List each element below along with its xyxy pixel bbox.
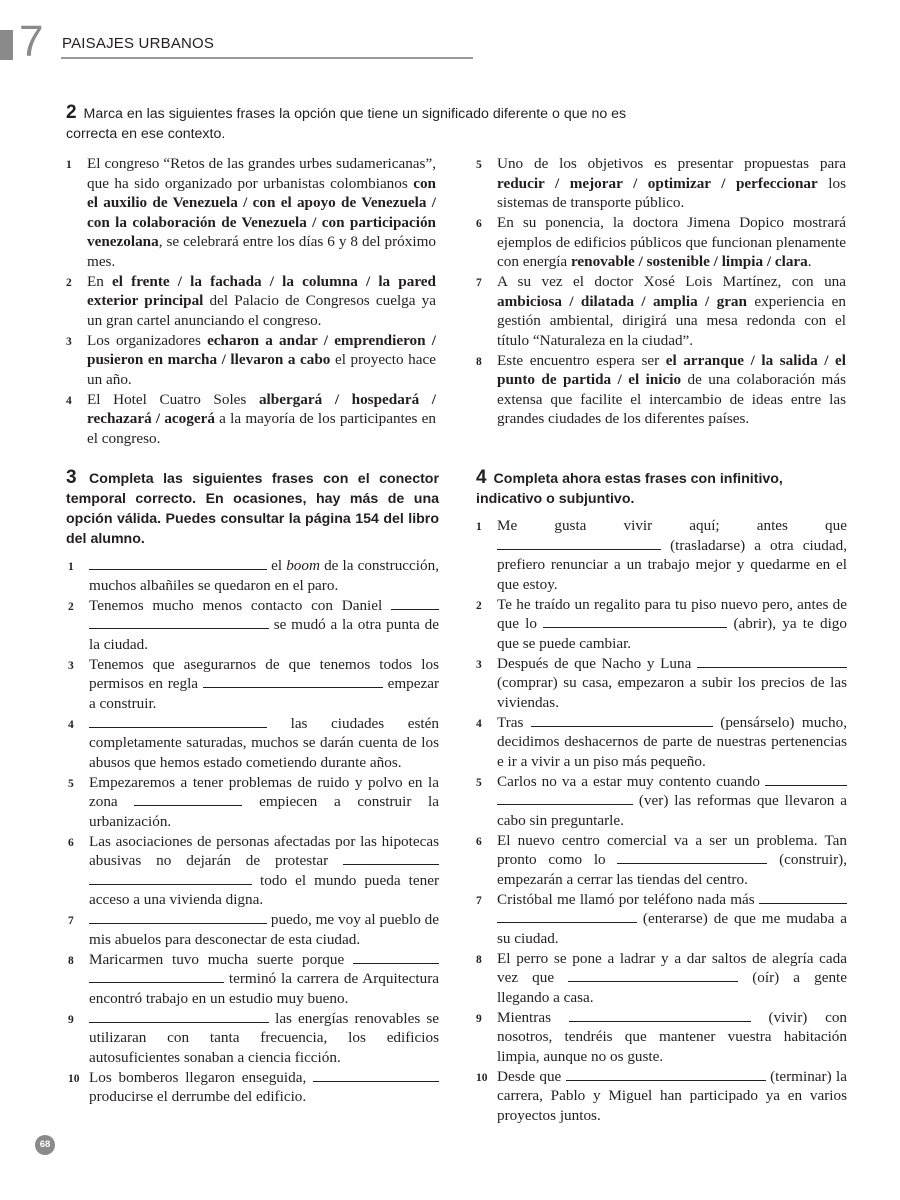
item-number: 6 <box>476 218 482 230</box>
answer-blank[interactable] <box>497 791 633 805</box>
ex2-item <box>66 272 436 331</box>
item-number: 10 <box>68 1072 80 1085</box>
option-set[interactable]: echaron a andar / emprendieron / pusieron en marcha / llevaron a cabo <box>87 331 437 368</box>
answer-blank[interactable] <box>568 968 738 982</box>
ex4-items <box>476 516 847 1126</box>
item-text: Desde que <box>497 1067 562 1085</box>
ex4-instruction-text: Completa ahora estas frases con infinitivo, indicativo o subjuntivo. <box>476 471 783 507</box>
answer-blank[interactable] <box>89 556 267 570</box>
item-number: 6 <box>68 836 74 849</box>
ex4-item <box>476 1067 847 1126</box>
item-number: 9 <box>68 1013 74 1026</box>
answer-blank[interactable] <box>531 713 713 727</box>
ex4-item <box>476 1008 847 1067</box>
answer-blank[interactable] <box>497 536 661 550</box>
answer-blank[interactable] <box>134 792 242 806</box>
ex4-item <box>476 654 847 713</box>
ex2-column-left <box>66 154 436 449</box>
answer-blank[interactable] <box>89 1009 269 1023</box>
answer-blank[interactable] <box>391 596 439 610</box>
ex2-item <box>476 351 846 429</box>
ex3-instruction-text: Completa las siguientes frases con el conector temporal correcto. En ocasiones, hay más de una opción válida. Puedes consultar la página 154 del libro del alumno. <box>66 471 439 547</box>
item-text: El perro se pone a ladrar y a dar saltos de alegría cada vez que <box>497 949 847 986</box>
item-text: Tenemos que asegurarnos de que tenemos todos los permisos en regla <box>89 655 439 692</box>
unit-number: 7 <box>19 17 44 66</box>
item-number: 6 <box>476 835 482 848</box>
page-number: 68 <box>35 1135 55 1155</box>
item-text: los sistemas de transporte público. <box>497 174 846 211</box>
answer-blank[interactable] <box>89 910 267 924</box>
ex4-instruction <box>476 468 846 509</box>
answer-blank[interactable] <box>353 950 439 964</box>
item-number: 2 <box>66 276 72 289</box>
item-text: empiecen a construir la urbanización. <box>89 793 440 830</box>
ex3-items <box>68 556 439 1107</box>
item-text: (trasladarse) a otra ciudad, prefiero renunciar a un trabajo mejor y quedarme en el que estoy. <box>497 536 847 593</box>
answer-blank[interactable] <box>343 851 439 865</box>
item-text: del Palacio de Congresos cuelga ya un gran cartel anunciando el congreso. <box>87 292 436 329</box>
item-text: Después de que Nacho y Luna <box>497 654 692 672</box>
answer-blank[interactable] <box>569 1008 751 1022</box>
ex4-item <box>476 890 847 949</box>
item-text: El Hotel Cuatro Soles <box>87 390 259 408</box>
ex2-item <box>66 390 436 449</box>
item-text: empezar a construir. <box>89 675 440 712</box>
ex2-item <box>66 154 436 271</box>
item-text: puedo, me voy al pueblo de mis abuelos para desconectar de esta ciudad. <box>89 911 439 948</box>
ex4-item <box>476 949 847 1008</box>
item-text: Cristóbal me llamó por teléfono nada más <box>497 890 755 908</box>
option-set[interactable]: ambiciosa / dilatada / amplia / gran <box>497 292 747 310</box>
item-number: 10 <box>476 1071 488 1084</box>
item-text: (vivir) con nosotros, tendréis que mantener vuestra habitación limpia, aunque no os guste. <box>497 1008 848 1065</box>
ex4-number: 4 <box>476 467 487 488</box>
item-text: Los bomberos llegaron enseguida, <box>89 1068 307 1086</box>
ex3-instruction <box>66 468 439 549</box>
ex3-item <box>68 773 439 832</box>
item-text: En <box>87 272 113 290</box>
option-set[interactable]: el arranque / la salida / el punto de partida / el inicio <box>497 351 846 388</box>
option-set[interactable]: renovable / sostenible / limpia / clara <box>570 253 808 270</box>
answer-blank[interactable] <box>765 772 847 786</box>
item-number: 3 <box>66 335 72 348</box>
ex3-item <box>68 832 439 910</box>
ex4-item <box>476 772 847 831</box>
option-set[interactable]: albergará / hospedará / rechazará / acogerá <box>87 390 436 427</box>
item-text: terminó la carrera de Arquitectura encontró trabajo en un estudio muy bueno. <box>89 970 440 1007</box>
ex3-item <box>68 596 439 655</box>
item-text: las ciudades estén completamente saturadas, muchos se darán cuenta de los abusos que hemos estado cometiendo durante años. <box>89 714 439 771</box>
item-text: Este encuentro espera ser <box>497 351 666 369</box>
item-text: Los organizadores <box>87 331 208 349</box>
ex2-item <box>66 331 436 390</box>
item-text: producirse el derrumbe del edificio. <box>89 1088 307 1105</box>
ex3-item <box>68 714 439 773</box>
ex3-item <box>68 1009 439 1068</box>
item-number: 8 <box>68 954 74 967</box>
item-text: Uno de los objetivos es presentar propuestas para <box>497 155 846 172</box>
ex2-item <box>476 213 846 272</box>
answer-blank[interactable] <box>566 1067 766 1081</box>
item-text: (oír) a gente llegando a casa. <box>497 969 847 1006</box>
ex2-item <box>476 272 846 350</box>
item-text: Te he traído un regalito para tu piso nuevo pero, antes de que lo <box>497 595 847 632</box>
ex3-item <box>68 910 439 949</box>
item-text: se mudó a la otra punta de la ciudad. <box>89 616 439 653</box>
item-number: 8 <box>476 355 482 368</box>
item-text: Empezaremos a tener problemas de ruido y polvo en la zona <box>89 773 439 810</box>
ex4-item <box>476 831 847 890</box>
item-text: Tenemos mucho menos contacto con Daniel <box>89 596 383 614</box>
ex3-item <box>68 950 439 1009</box>
answer-blank[interactable] <box>697 654 847 668</box>
item-text: . <box>807 253 812 270</box>
item-text-italic: boom <box>286 557 320 574</box>
item-text: (terminar) la carrera, Pablo y Miguel han participado ya en varios proyectos juntos. <box>497 1067 848 1124</box>
item-text: El nuevo centro comercial va a ser un problema. Tan pronto como lo <box>497 831 847 868</box>
ex4-item <box>476 713 847 772</box>
item-text: Me gusta vivir aquí; antes que <box>497 517 847 534</box>
item-number: 7 <box>476 277 482 289</box>
item-text: experiencia en gestión ambiental, dirigirá una mesa redonda con el título “Naturaleza en la ciudad”. <box>497 292 846 349</box>
item-text: a la mayoría de los participantes en el congreso. <box>87 410 436 447</box>
header-rule <box>61 57 473 59</box>
item-number: 7 <box>476 894 482 907</box>
item-text: Las asociaciones de personas afectadas por las hipotecas abusivas no dejarán de protestar <box>89 832 439 869</box>
item-text: de una colaboración más extensa que facilite el intercambio de ideas entre las grandes ciudades de los diferentes países. <box>497 371 846 427</box>
ex2-number: 2 <box>66 102 77 123</box>
unit-title: PAISAJES URBANOS <box>62 35 215 52</box>
answer-blank[interactable] <box>89 969 224 983</box>
ex2-item <box>476 154 846 213</box>
option-set[interactable]: con el auxilio de Venezuela / con el apoyo de Venezuela / con la colaboración de Venezuela / con participación venezolana <box>87 174 436 250</box>
item-text: Mientras <box>497 1008 551 1026</box>
item-number: 5 <box>68 777 74 790</box>
ex4-item <box>476 516 847 594</box>
item-text: (abrir), ya te digo que se puede cambiar. <box>497 615 847 652</box>
item-number: 4 <box>66 394 72 407</box>
item-text: , se celebrará entre los días 6 y 8 del próximo mes. <box>87 233 436 270</box>
item-text: todo el mundo pueda tener acceso a una vivienda digna. <box>89 871 439 908</box>
item-text: (construir), empezarán a cerrar las tiendas del centro. <box>497 851 847 888</box>
answer-blank[interactable] <box>89 871 252 885</box>
item-number: 3 <box>68 659 74 672</box>
item-text: (comprar) su casa, empezaron a subir los precios de las viviendas. <box>497 674 847 711</box>
item-number: 1 <box>66 159 72 171</box>
item-number: 5 <box>476 776 482 789</box>
ex3-item <box>68 556 439 595</box>
item-text: las energías renovables se utilizaran con tanta frecuencia, los edificios autosuficientes sonaban a ciencia ficción. <box>89 1009 439 1066</box>
item-text: Carlos no va a estar muy contento cuando <box>497 772 760 790</box>
item-text: A su vez el doctor Xosé Lois Martínez, con una <box>497 273 846 290</box>
item-number: 5 <box>476 159 482 171</box>
answer-blank[interactable] <box>313 1068 439 1082</box>
option-set[interactable]: el frente / la fachada / la columna / la pared exterior principal <box>87 272 436 309</box>
item-number: 3 <box>476 658 482 671</box>
item-number: 2 <box>476 599 482 612</box>
item-number: 9 <box>476 1012 482 1025</box>
ex3-number: 3 <box>66 467 77 488</box>
answer-blank[interactable] <box>617 850 767 864</box>
item-number: 8 <box>476 953 482 966</box>
ex2-instruction-text: Marca en las siguientes frases la opción que tiene un significado diferente o que no es correcta en ese contexto. <box>66 106 627 142</box>
answer-blank[interactable] <box>497 909 637 923</box>
item-number: 2 <box>68 600 74 613</box>
answer-blank[interactable] <box>203 674 383 688</box>
item-text: el proyecto hace un año. <box>87 351 436 388</box>
item-text: En su ponencia, la doctora Jimena Dopico mostrará ejemplos de edificios públicos que funcionan plenamente con energía <box>497 214 846 270</box>
item-number: 1 <box>68 561 74 573</box>
item-number: 1 <box>476 521 482 533</box>
ex3-item <box>68 655 439 714</box>
ex2-instruction <box>66 103 632 144</box>
unit-color-block <box>0 30 13 60</box>
item-text: (enterarse) de que me mudaba a su ciudad. <box>497 910 847 947</box>
item-text: El congreso “Retos de las grandes urbes sudamericanas”, que ha sido organizado por urbanistas colombianos <box>87 155 436 192</box>
item-number: 7 <box>68 915 74 927</box>
item-text: de la construcción, muchos albañiles se quedaron en el paro. <box>89 557 439 594</box>
ex2-column-right <box>476 154 846 429</box>
ex4-item <box>476 595 847 654</box>
item-text: Tras <box>497 713 524 731</box>
item-text: (ver) las reformas que llevaron a cabo sin preguntarle. <box>497 792 848 829</box>
item-number: 4 <box>476 717 482 730</box>
answer-blank[interactable] <box>543 614 727 628</box>
option-set[interactable]: reducir / mejorar / optimizar / perfeccionar <box>497 174 818 192</box>
item-text: Maricarmen tuvo mucha suerte porque <box>89 950 345 968</box>
item-number: 4 <box>68 718 74 731</box>
item-text: (pensárselo) mucho, decidimos deshacernos de parte de nuestras pertenencias e ir a vivir a un piso más pequeño. <box>497 713 848 770</box>
ex3-item <box>68 1068 439 1107</box>
item-text: el <box>271 557 287 574</box>
answer-blank[interactable] <box>759 890 847 904</box>
answer-blank[interactable] <box>89 714 267 728</box>
answer-blank[interactable] <box>89 615 269 629</box>
